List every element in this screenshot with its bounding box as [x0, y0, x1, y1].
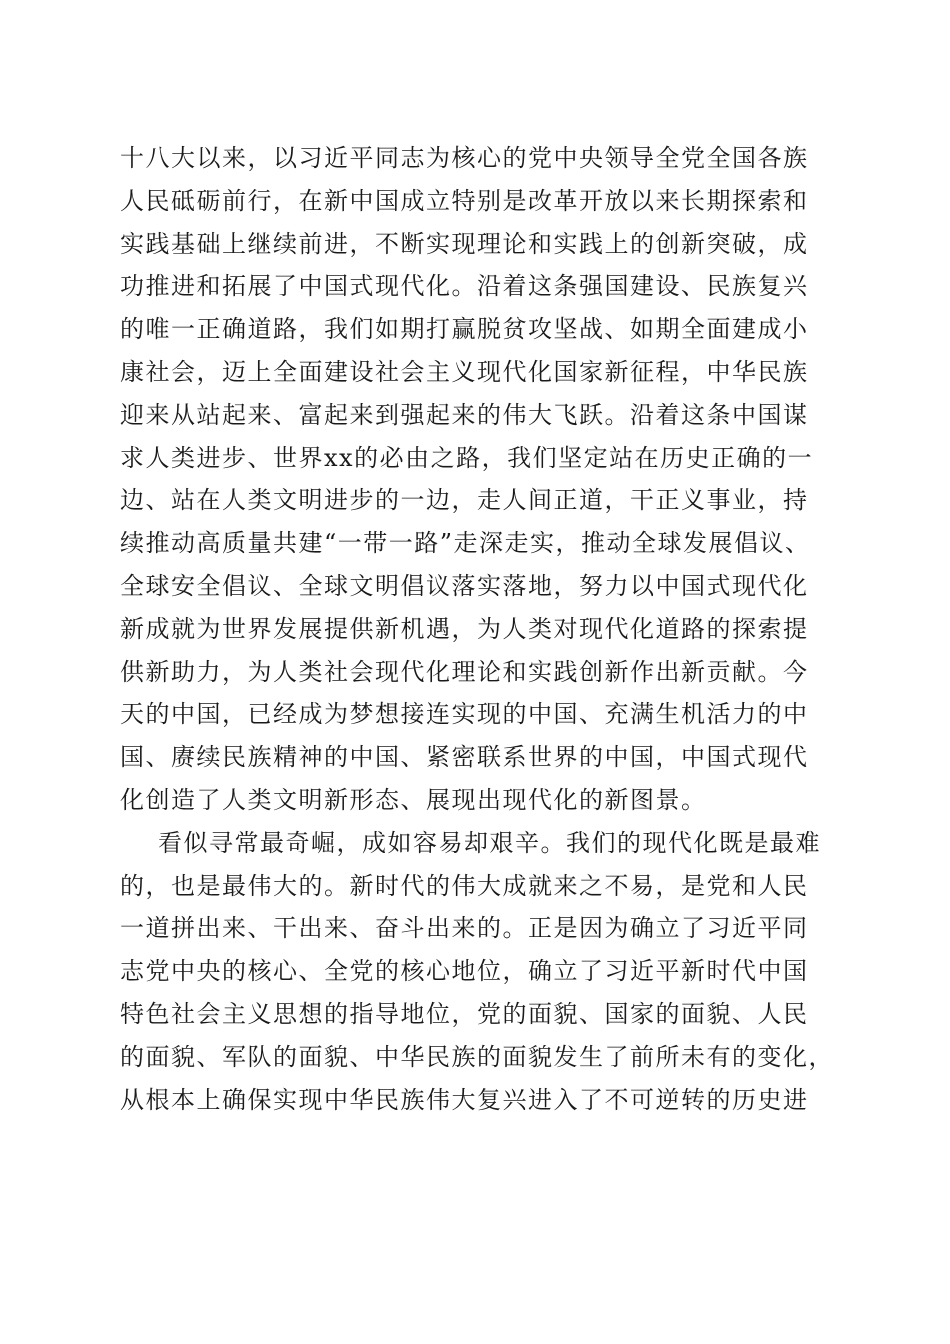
text-line: 续推动高质量共建“一带一路”走深走实，推动全球发展倡议、	[120, 529, 811, 558]
text-line: 化创造了人类文明新形态、展现出现代化的新图景。	[120, 785, 707, 814]
text-line: 十八大以来，以习近平同志为核心的党中央领导全党全国各族	[120, 144, 809, 172]
text-line: 志党中央的核心、全党的核心地位，确立了习近平新时代中国	[120, 957, 809, 986]
text-line: 康社会，迈上全面建设社会主义现代化国家新征程，中华民族	[120, 357, 809, 386]
text-line: 新成就为世界发展提供新机遇，为人类对现代化道路的探索提	[120, 614, 809, 643]
paragraph-1	[120, 137, 840, 822]
text-line: 人民砥砺前行，在新中国成立特别是改革开放以来长期探索和	[120, 186, 809, 215]
text-line: 迎来从站起来、富起来到强起来的伟大飞跃。沿着这条中国谋	[120, 400, 809, 429]
document-body	[120, 137, 840, 1121]
text-line: 的，也是最伟大的。新时代的伟大成就来之不易，是党和人民	[120, 871, 809, 900]
text-line: 供新助力，为人类社会现代化理论和实践创新作出新贡献。今	[120, 657, 809, 686]
paragraph-2	[120, 822, 840, 1122]
text-line: 特色社会主义思想的指导地位，党的面貌、国家的面貌、人民	[120, 999, 809, 1028]
text-line: 求人类进步、世界xx的必由之路，我们坚定站在历史正确的一	[120, 443, 814, 472]
text-line: 的唯一正确道路，我们如期打赢脱贫攻坚战、如期全面建成小	[120, 315, 809, 344]
text-line: 全球安全倡议、全球文明倡议落实落地，努力以中国式现代化	[120, 571, 809, 600]
text-line: 边、站在人类文明进步的一边，走人间正道，干正义事业，持	[120, 486, 809, 515]
text-line: 天的中国，已经成为梦想接连实现的中国、充满生机活力的中	[120, 700, 809, 729]
text-line: 一道拼出来、干出来、奋斗出来的。正是因为确立了习近平同	[120, 914, 809, 943]
text-line: 实践基础上继续前进，不断实现理论和实践上的创新突破，成	[120, 229, 809, 258]
text-line: 国、赓续民族精神的中国、紧密联系世界的中国，中国式现代	[120, 743, 809, 772]
text-line: 从根本上确保实现中华民族伟大复兴进入了不可逆转的历史进	[120, 1085, 809, 1114]
text-line: 的面貌、军队的面貌、中华民族的面貌发生了前所未有的变化，	[120, 1042, 834, 1071]
text-line: 看似寻常最奇崛，成如容易却艰辛。我们的现代化既是最难	[158, 828, 821, 857]
text-line: 功推进和拓展了中国式现代化。沿着这条强国建设、民族复兴	[120, 272, 809, 301]
